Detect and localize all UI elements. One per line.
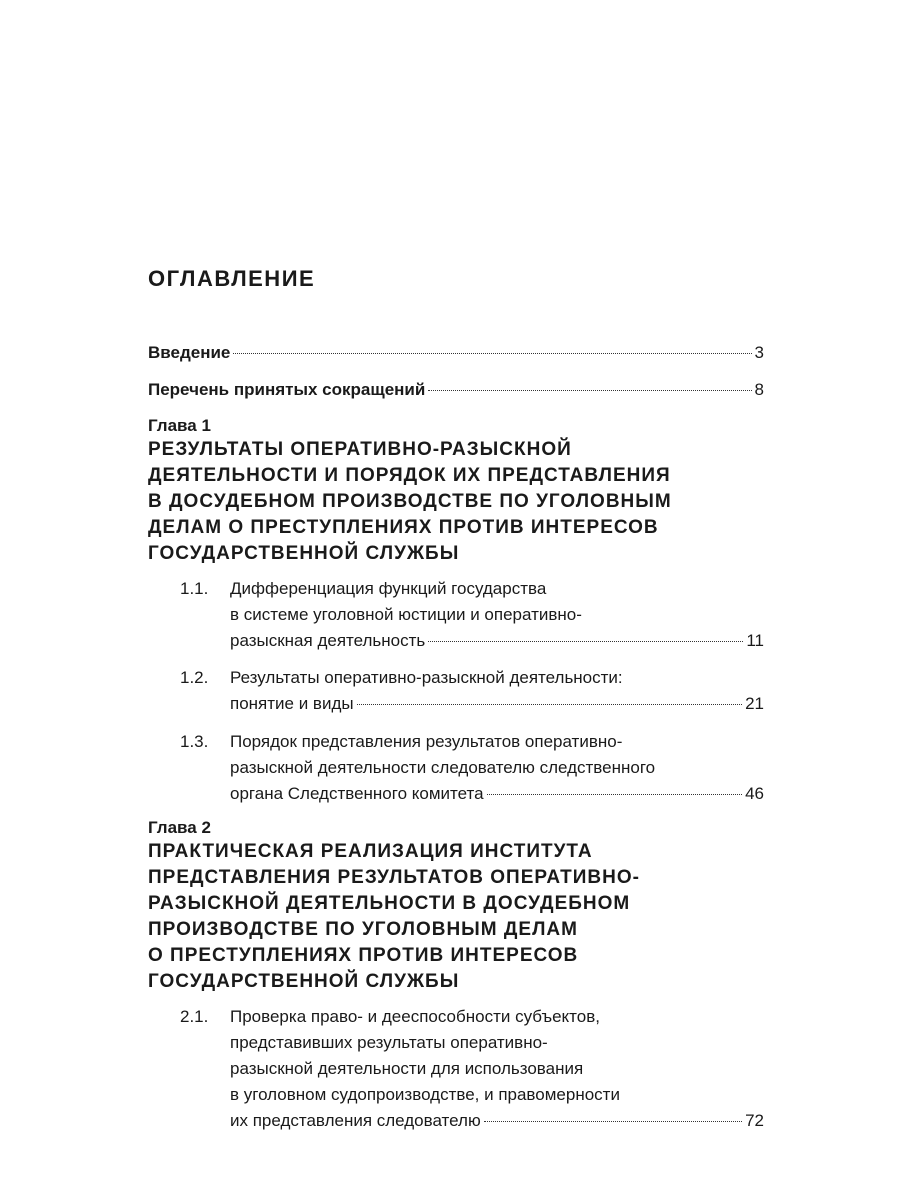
- chapter-title-line: О ПРЕСТУПЛЕНИЯХ ПРОТИВ ИНТЕРЕСОВ: [148, 945, 579, 966]
- page-number: 11: [746, 631, 764, 650]
- chapter-title-line: ПРАКТИЧЕСКАЯ РЕАЛИЗАЦИЯ ИНСТИТУТА: [148, 841, 593, 862]
- dot-leader: [428, 390, 751, 391]
- chapter-title-line: ГОСУДАРСТВЕННОЙ СЛУЖБЫ: [148, 543, 460, 564]
- dot-leader: [487, 794, 743, 795]
- page-title: ОГЛАВЛЕНИЕ: [148, 266, 316, 291]
- chapter-title-line: РЕЗУЛЬТАТЫ ОПЕРАТИВНО-РАЗЫСКНОЙ: [148, 439, 572, 460]
- toc-entry-intro[interactable]: [148, 340, 764, 366]
- page-number: 8: [754, 380, 764, 399]
- chapter-title-line: ДЕЛАМ О ПРЕСТУПЛЕНИЯХ ПРОТИВ ИНТЕРЕСОВ: [148, 517, 659, 538]
- chapter-title-line: РАЗЫСКНОЙ ДЕЯТЕЛЬНОСТИ В ДОСУДЕБНОМ: [148, 893, 631, 914]
- page-number: 3: [754, 343, 764, 362]
- section-title-line: разыскной деятельности для использования: [230, 1059, 584, 1078]
- page-number: 72: [745, 1111, 764, 1130]
- section-title-line: Дифференциация функций государства: [230, 579, 547, 598]
- section-title-line: Порядок представления результатов оперативно-: [230, 732, 623, 751]
- section-title-line: Результаты оперативно-разыскной деятельности:: [230, 668, 623, 687]
- chapter-1-label: Глава 1: [148, 416, 211, 435]
- section-title-line: разыскной деятельности следователю следственного: [230, 758, 656, 777]
- section-number: 1.3.: [180, 732, 209, 751]
- chapter-2-title[interactable]: [148, 839, 768, 995]
- chapter-title-line: ПРЕДСТАВЛЕНИЯ РЕЗУЛЬТАТОВ ОПЕРАТИВНО-: [148, 867, 640, 888]
- section-title-line: их представления следователю: [230, 1111, 481, 1130]
- page-number: 21: [745, 694, 764, 713]
- entry-label: Перечень принятых сокращений: [148, 380, 426, 399]
- chapter-title-line: В ДОСУДЕБНОМ ПРОИЗВОДСТВЕ ПО УГОЛОВНЫМ: [148, 491, 672, 512]
- entry-label: Введение: [148, 343, 231, 362]
- toc-entry-abbreviations[interactable]: [148, 377, 764, 403]
- chapter-2-label: Глава 2: [148, 818, 211, 837]
- section-number: 1.1.: [180, 579, 209, 598]
- section-title-line: в уголовном судопроизводстве, и правомерности: [230, 1085, 620, 1104]
- section-title-line: Проверка право- и дееспособности субъектов,: [230, 1007, 600, 1026]
- chapter-title-line: ПРОИЗВОДСТВЕ ПО УГОЛОВНЫМ ДЕЛАМ: [148, 919, 578, 940]
- section-title-line: разыскная деятельность: [230, 631, 426, 650]
- dot-leader: [357, 704, 742, 705]
- chapter-title-line: ГОСУДАРСТВЕННОЙ СЛУЖБЫ: [148, 971, 460, 992]
- page-number: 46: [745, 784, 764, 803]
- section-title-line: органа Следственного комитета: [230, 784, 484, 803]
- chapter-1-title[interactable]: [148, 437, 768, 567]
- section-title-line: в системе уголовной юстиции и оперативно-: [230, 605, 582, 624]
- section-title-line: понятие и виды: [230, 694, 354, 713]
- section-title-line: представивших результаты оперативно-: [230, 1033, 548, 1052]
- section-number: 2.1.: [180, 1007, 209, 1026]
- dot-leader: [428, 641, 743, 642]
- dot-leader: [233, 353, 751, 354]
- section-number: 1.2.: [180, 668, 209, 687]
- chapter-title-line: ДЕЯТЕЛЬНОСТИ И ПОРЯДОК ИХ ПРЕДСТАВЛЕНИЯ: [148, 465, 671, 486]
- dot-leader: [484, 1121, 742, 1122]
